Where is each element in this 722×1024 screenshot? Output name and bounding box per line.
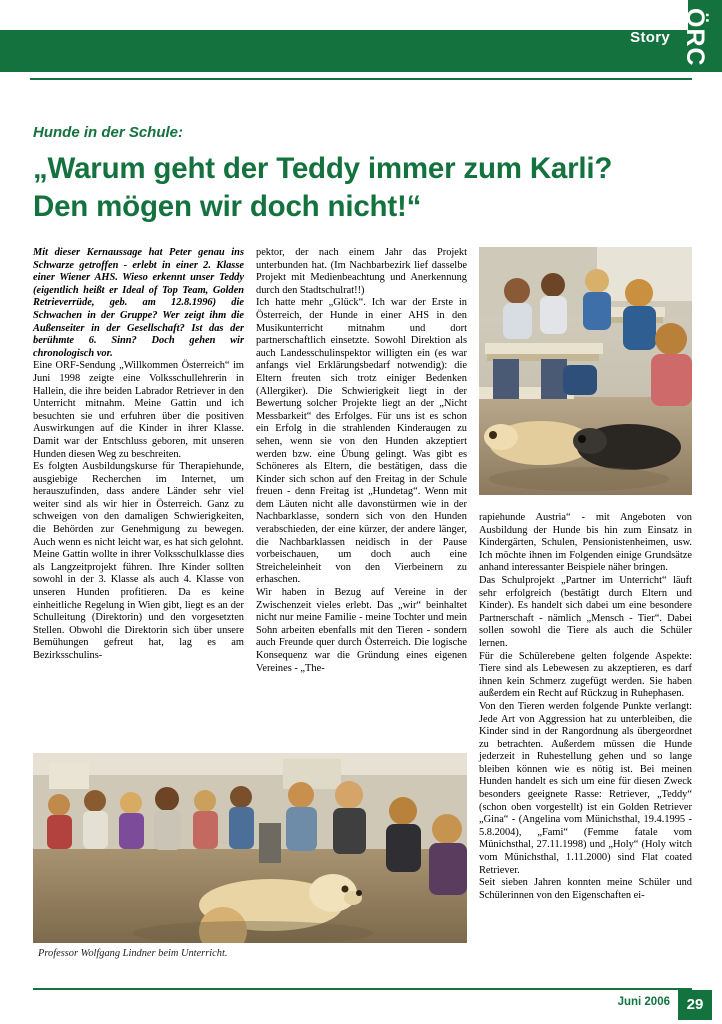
header-white-mask — [0, 0, 688, 30]
magazine-logo: ÖRC — [681, 8, 709, 67]
paragraph: Es folgten Ausbildungskurse für Therapiehunde, ausgiebige Recherchen im Internet, um herauszufinden, dass andere Länder sehr viel weiter sind als wir hier in Österreich. Ganz zu schweigen von den damaligen Schwierigkeiten, die Behörden zur Genehmigung zu bewegen. Auch wenn es nicht leicht war, es hat sich gelohnt. — [33, 461, 244, 548]
paragraph: Für die Schülerebene gelten folgende Aspekte: Tiere sind als Lebewesen zu akzeptieren, es darf ihnen kein Schmerz zugefügt werden. Sie haben außerdem ein Recht auf Rückzug in Ruhephasen. — [479, 650, 692, 700]
headline-line-2: Den mögen wir doch nicht!“ — [33, 190, 422, 223]
article-column-1 — [33, 247, 244, 663]
paragraph: Meine Gattin wollte in ihrer Volksschulklasse dies als Langzeitprojekt führen. Ihre Kinder sollten sowohl in der 3. Klasse als auch 4. Klasse von unseren Hunden profitieren. Da es keine einheitliche Regelung in Wien gibt, liegt es an der Schulleitung (Direktorin) und den vorgesetzten Stellen. Obwohl die Direktorin sich über unsere Bemühungen gefreut hat, lag es am Bezirksschulins- — [33, 549, 244, 661]
issue-date: Juni 2006 — [617, 996, 670, 1008]
photo-lesson — [33, 753, 467, 943]
article-lead: Mit dieser Kernaussage hat Peter genau ins Schwarze getroffen - erlebt in einer 2. Klasse einer Wiener AHS. Wieso erkennt unser Teddy (eigentlich heißt er Ideal of Top Team, Golden Retrieverrüde, geb. am 12.8.1996) die Schwachen in der Gruppe? Wer zeigt ihm die Außenseiter in der Gesellschaft? Ist das der berühmte 6. Sinn? Doch gehen wir chronologisch vor. — [33, 247, 244, 359]
paragraph: Seit sieben Jahren konnten meine Schüler und Schülerinnen von den Eigenschaften ei- — [479, 877, 692, 901]
paragraph: Wir haben in Bezug auf Vereine in der Zwischenzeit vieles erlebt. Das „wir“ beinhaltet nicht nur meine Familie - meine Tochter und mein Sohn arbeiten ebenfalls mit den Tieren - sondern auch Freunde quer durch Österreich. Die logische Konsequenz war die Gründung eines eigenen Vereines - „The- — [256, 587, 467, 674]
photo-caption: Professor Wolfgang Lindner beim Unterricht. — [38, 948, 228, 959]
headline-line-1: „Warum geht der Teddy immer zum Karli? — [33, 152, 613, 185]
article-column-2 — [256, 247, 467, 675]
header-divider — [30, 78, 692, 80]
article-column-3 — [479, 512, 692, 902]
paragraph: Von den Tieren werden folgende Punkte verlangt: Jede Art von Aggression hat zu unterbleiben, die Kinder sind in der Rangordnung als übergeordnet zu betrachten. Außerdem müssen die Hunde jederzeit in Ruhestellung gehen und so lange bleiben können wie es nötig ist. Bei meinen Hunden handelt es sich um eine für diesen Zweck besonders geeignete Rasse: Retriever, „Teddy“ (schon oben vorgestellt) ist ein Golden Retriever „Gina“ - (Angelina vom Münichsthal, 19.4.1995 - 5.8.2004), „Fami“ (Femme fatale vom Münichsthal, 27.11.1998) und „Holy“ (Holy witch vom Münichsthal, 1.11.2000) sind Flat coated Retriever. — [479, 700, 692, 876]
page-title — [33, 150, 693, 226]
article-kicker: Hunde in der Schule: — [33, 124, 184, 141]
photo-classroom-image — [479, 247, 692, 495]
paragraph: pektor, der nach einem Jahr das Projekt unterbunden hat. (Im Nachbarbezirk lief dasselbe Projekt mit Medienbeachtung und Anerkennung durch den Stadtschulrat!!) — [256, 247, 467, 296]
section-label: Story — [630, 29, 670, 46]
paragraph: rapiehunde Austria“ - mit Angeboten von Ausbildung der Hunde bis hin zum Einsatz in Kindergärten, Schulen, Pensionistenheimen, usw. Ich möchte ihnen im Folgenden einige Grundsätze anhand interessanter Beispiele näher bringen. — [479, 512, 692, 574]
photo-lesson-image — [33, 753, 467, 943]
photo-classroom — [479, 247, 692, 495]
paragraph: Ich hatte mehr „Glück“. Ich war der Erste in Österreich, der Hunde in einer AHS in den Musikunterricht mitnahm und dort partnerschaftlich einsetzte. Sowohl Direktion als auch Landesschulinspektor willigten ein (es war anfangs viel Erklärungsbedarf notwendig): die Eltern freuten sich trotz einiger Bedenken (Allergiker). Die Schwierigkeit liegt in der Bewertung solcher Projekte liegt an der „Nicht Messbarkeit“ des Erfolges. Für uns ist es schon ein Erfolg in die strahlenden Kinderaugen zu sehen, wenn sie von den Hunden akzeptiert werden bzw. eine Übung gelingt. Was gibt es Schöneres als Eltern, die bestätigen, dass die Kinder sich schon auf den Freitag in der Schule freuen - denn Freitag ist „Hundetag“. Wenn mit dem Läuten nicht alle davonstürmen wie in der Nachbarklasse, sondern sich von den Hunden verabschieden, der eine kürzer, der andere länger, die Nachbarklassen neidisch in der Pause vorbeischauen, um doch auch eine Streicheleinheit von den Vierbeinern zu erhaschen. — [256, 297, 467, 586]
page-number: 29 — [678, 990, 712, 1020]
paragraph: Eine ORF-Sendung „Willkommen Österreich“ im Juni 1998 zeigte eine Volksschullehrerin in Hallein, die ihre beiden Labrador Retriever in den Unterricht mitnahm. Meine Gattin und ich besuchten sie und erfuhren über die positiven Auswirkungen auf die Kinder in ihrer Klasse. Damit war der Entschluss geboren, mit unseren Hunden diesen Weg zu beschreiten. — [33, 360, 244, 460]
footer-divider — [33, 988, 692, 990]
paragraph: Das Schulprojekt „Partner im Unterricht“ läuft sehr erfolgreich (bestätigt durch Eltern und Kinder). Es handelt sich dabei um eine besondere Partnerschaft - nämlich „Mensch - Tier“. Dabei sollen sowohl die Tiere als auch die Schüler lernen. — [479, 574, 692, 649]
